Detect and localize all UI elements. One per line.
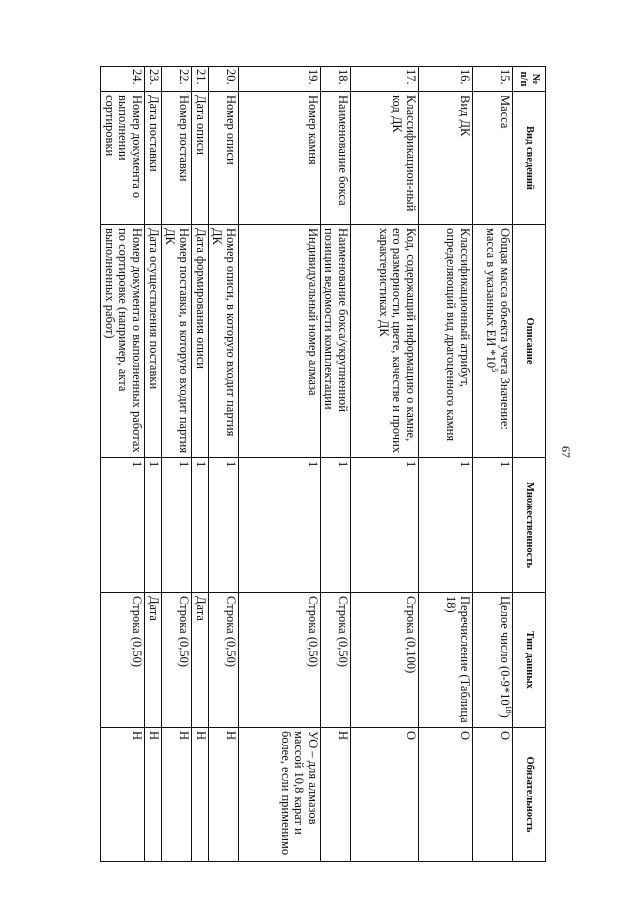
cell-data-type: Перечисление (Таблица 18) <box>419 593 473 728</box>
table-row <box>101 67 145 862</box>
cell-description: Номер документа о выполненных работах по сортировке (например, акта выполненных работ) <box>101 225 145 458</box>
cell-data-type: Строка (0,50) <box>321 593 351 728</box>
data-type-sup: 18 <box>504 705 514 714</box>
cell-mandatory: Н <box>209 728 239 862</box>
cell-kind: Масса <box>473 92 513 225</box>
cell-multiplicity: 1 <box>419 458 473 593</box>
data-type-end: ) <box>498 713 512 718</box>
rotated-table-container <box>66 66 546 861</box>
cell-mandatory: Н <box>321 728 351 862</box>
cell-num: 23. <box>145 67 162 92</box>
table-row <box>209 67 239 862</box>
cell-multiplicity: 1 <box>209 458 239 593</box>
cell-kind: Классификацион-ный код ДК <box>351 92 419 225</box>
cell-data-type: Строка (0,50) <box>101 593 145 728</box>
header-multiplicity: Множественность <box>513 458 546 593</box>
cell-kind: Номер поставки <box>162 92 192 225</box>
cell-description: Номер поставки, в которую входит партия ДК <box>162 225 192 458</box>
header-num: № п/п <box>513 67 546 92</box>
cell-multiplicity: 1 <box>145 458 162 593</box>
table-row <box>192 67 209 862</box>
cell-mandatory: О <box>473 728 513 862</box>
header-mandatory: Обязательность <box>513 728 546 862</box>
cell-num: 18. <box>321 67 351 92</box>
header-description: Описание <box>513 225 546 458</box>
table-row <box>239 67 321 862</box>
cell-kind: Наименование бокса <box>321 92 351 225</box>
table-row <box>321 67 351 862</box>
cell-multiplicity: 1 <box>101 458 145 593</box>
cell-num: 17. <box>351 67 419 92</box>
cell-kind: Дата поставки <box>145 92 162 225</box>
table-header-row <box>513 67 546 862</box>
cell-data-type: Строка (0,50) <box>209 593 239 728</box>
cell-description: Номер описи, в которую входит партия ДК <box>209 225 239 458</box>
header-kind: Вид сведений <box>513 92 546 225</box>
cell-kind: Номер документа о выполнении сортировки <box>101 92 145 225</box>
data-table <box>100 66 546 862</box>
table-row <box>145 67 162 862</box>
cell-kind: Дата описи <box>192 92 209 225</box>
cell-multiplicity: 1 <box>239 458 321 593</box>
cell-mandatory: Н <box>162 728 192 862</box>
cell-mandatory: Н <box>101 728 145 862</box>
header-data-type: Тип данных <box>513 593 546 728</box>
cell-mandatory: О <box>351 728 419 862</box>
cell-data-type: Строка (0,100) <box>351 593 419 728</box>
cell-data-type: Строка (0,50) <box>239 593 321 728</box>
cell-num: 19. <box>239 67 321 92</box>
cell-kind: Номер описи <box>209 92 239 225</box>
cell-num: 22. <box>162 67 192 92</box>
cell-multiplicity: 1 <box>192 458 209 593</box>
description-sup: 5 <box>490 368 500 373</box>
table-row <box>473 67 513 862</box>
page-number: 67 <box>559 446 573 458</box>
cell-data-type: Строка (0,50) <box>162 593 192 728</box>
cell-multiplicity: 1 <box>162 458 192 593</box>
table-row <box>351 67 419 862</box>
cell-description: Классификационный атрибут, определяющий вид драгоценного камня <box>419 225 473 458</box>
cell-data-type: Дата <box>192 593 209 728</box>
cell-multiplicity: 1 <box>473 458 513 593</box>
cell-num: 21. <box>192 67 209 92</box>
cell-num: 15. <box>473 67 513 92</box>
cell-description: Дата осуществления поставки <box>145 225 162 458</box>
cell-kind: Вид ДК <box>419 92 473 225</box>
table-row <box>419 67 473 862</box>
cell-mandatory: Н <box>192 728 209 862</box>
cell-description <box>473 225 513 458</box>
cell-mandatory: О <box>419 728 473 862</box>
cell-description: Наименование бокса/укрупненной позиции ведомости комплектации <box>321 225 351 458</box>
cell-num: 24. <box>101 67 145 92</box>
cell-description: Индивидуальный номер алмаза <box>239 225 321 458</box>
cell-description: Дата формирования описи <box>192 225 209 458</box>
data-type-text: Целое число (0-9*10 <box>498 596 512 706</box>
cell-data-type <box>473 593 513 728</box>
description-text: Общая масса объекта учета Значение: масса в указанных ЕИ *10 <box>484 228 512 430</box>
cell-description: Код, содержащий информацию о камне, его размерности, цвете, качестве и прочих характеристиках ДК <box>351 225 419 458</box>
cell-multiplicity: 1 <box>321 458 351 593</box>
cell-kind: Номер камня <box>239 92 321 225</box>
cell-data-type: Дата <box>145 593 162 728</box>
cell-multiplicity: 1 <box>351 458 419 593</box>
cell-num: 20. <box>209 67 239 92</box>
table-row <box>162 67 192 862</box>
cell-mandatory: УО – для алмазов массой 10,8 карат и более, если применимо <box>239 728 321 862</box>
cell-num: 16. <box>419 67 473 92</box>
cell-mandatory: Н <box>145 728 162 862</box>
